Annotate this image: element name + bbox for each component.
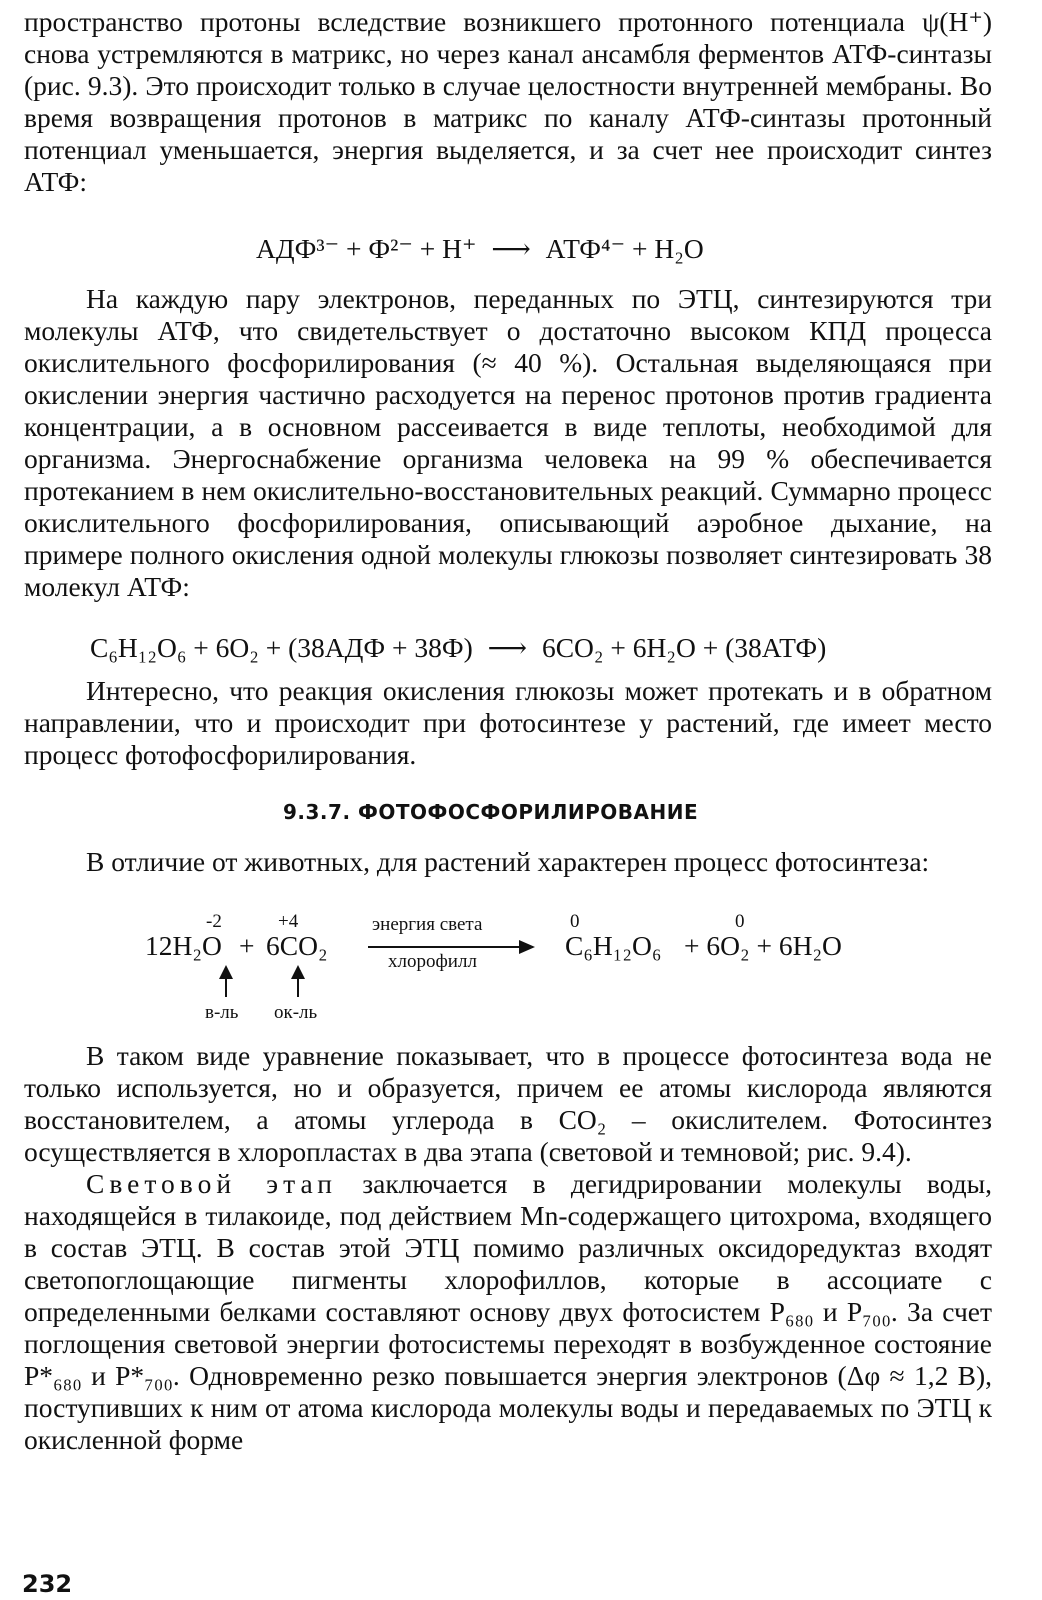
label-chlorophyll: хлорофилл: [388, 951, 477, 972]
text-block-top: [24, 6, 992, 198]
text-block-reverse: [24, 675, 992, 771]
equation-glucose-oxidation: [90, 632, 826, 664]
equation-right: 6CO₂ + 6H₂O + (38АТФ): [541, 632, 827, 663]
arrow-up-icon: [297, 967, 299, 997]
paragraph-reverse-reaction: Интересно, что реакция окисления глюкозы может протекать и в обратном направлении, что и происходит при фотосинтезе у растений, где имеет место процесс фотофосфорилирования.: [24, 675, 992, 770]
reactant-co2: 6CO₂: [266, 930, 328, 961]
label-light-energy: энергия света: [372, 914, 483, 935]
equation-left: C₆H₁₂O₆ + 6O₂ + (38АДФ + 38Ф): [90, 632, 473, 663]
reaction-arrow-icon: [368, 946, 533, 948]
text-block-bottom: [24, 1040, 992, 1456]
reactant-water: 12H₂O: [145, 930, 222, 961]
product-glucose: C₆H₁₂O₆: [565, 930, 662, 961]
oxidation-state-oxygen-product: 0: [735, 911, 745, 932]
reaction-arrow-icon: ⟶: [487, 632, 528, 663]
label-oxidizer: ок-ль: [274, 1002, 318, 1023]
text-block-photosynthesis-intro: [24, 846, 992, 878]
section-heading: 9.3.7. ФОТОФОСФОРИЛИРОВАНИЕ: [283, 800, 699, 824]
paragraph-equation-explanation: В таком виде уравнение показывает, что в процессе фотосинтеза вода не только используется, но и образуется, причем ее атомы кислорода являются восстановителем, а атомы углерода в CO₂ – окислителем. Фотосинтез осуществляется в хлоропластах в два этапа (световой и темновой; рис. 9.4).: [24, 1040, 992, 1167]
label-reducer: в-ль: [205, 1002, 239, 1023]
products-oxygen-water: + 6O₂ + 6H₂O: [684, 930, 842, 961]
equation-left: АДФ³⁻ + Ф²⁻ + H⁺: [256, 233, 477, 264]
plus-sign: +: [239, 930, 255, 961]
term-light-stage: Световой этап: [86, 1168, 338, 1199]
equation-atp-synthesis: [256, 233, 704, 265]
oxidation-state-carbon-product: 0: [570, 911, 580, 932]
text-block-middle: [24, 283, 992, 603]
oxidation-state-oxygen: -2: [206, 911, 222, 932]
paragraph-light-stage: [24, 1168, 992, 1456]
oxidation-state-carbon: +4: [278, 911, 299, 932]
paragraph-light-stage-text: заключается в дегидрировании молекулы воды, находящейся в тилакоиде, под действием Mn-содержащего цитохрома, входящего в состав ЭТЦ. В состав этой ЭТЦ помимо различных оксидоредуктаз входят светопоглощающие пигменты хлорофиллов, которые в ассоциате с определенными белками составляют основу двух фотосистем P₆₈₀ и P₇₀₀. За счет поглощения световой энергии фотосистемы переходят в возбужденное состояние P*₆₈₀ и P*₇₀₀. Одновременно резко повышается энергия электронов (Δφ ≈ 1,2 В), поступивших к ним от атома кислорода молекулы воды и передаваемых по ЭТЦ к окисленной форме: [24, 1168, 992, 1455]
reaction-arrow-icon: ⟶: [491, 233, 531, 264]
equation-right: АТФ⁴⁻ + H₂O: [545, 233, 704, 264]
paragraph-photosynthesis-intro: В отличие от животных, для растений характерен процесс фотосинтеза:: [86, 846, 930, 877]
arrow-up-icon: [225, 967, 227, 997]
paragraph-etc-efficiency: На каждую пару электронов, переданных по ЭТЦ, синтезируются три молекулы АТФ, что свидетельствует о достаточно высоком КПД процесса окислительного фосфорилирования (≈ 40 %). Остальная выделяющаяся при окислении энергия частично расходуется на перенос протонов против градиента концентрации, а в основном рассеивается в виде теплоты, необходимой для организма. Энергоснабжение организма человека на 99 % обеспечивается протеканием в нем окислительно-восстановительных реакций. Суммарно процесс окислительного фосфорилирования, описывающий аэробное дыхание, на примере полного окисления одной молекулы глюкозы позволяет синтезировать 38 молекул АТФ:: [24, 283, 992, 602]
page-number: 232: [22, 1570, 73, 1598]
paragraph-atp-synthesis: пространство протоны вследствие возникшего протонного потенциала ψ(H⁺) снова устремляются в матрикс, но через канал ансамбля ферментов АТФ-синтазы (рис. 9.3). Это происходит только в случае целостности внутренней мембраны. Во время возвращения протонов в матрикс по каналу АТФ-синтазы протонный потенциал уменьшается, энергия выделяется, и за счет нее происходит синтез АТФ:: [24, 6, 992, 197]
